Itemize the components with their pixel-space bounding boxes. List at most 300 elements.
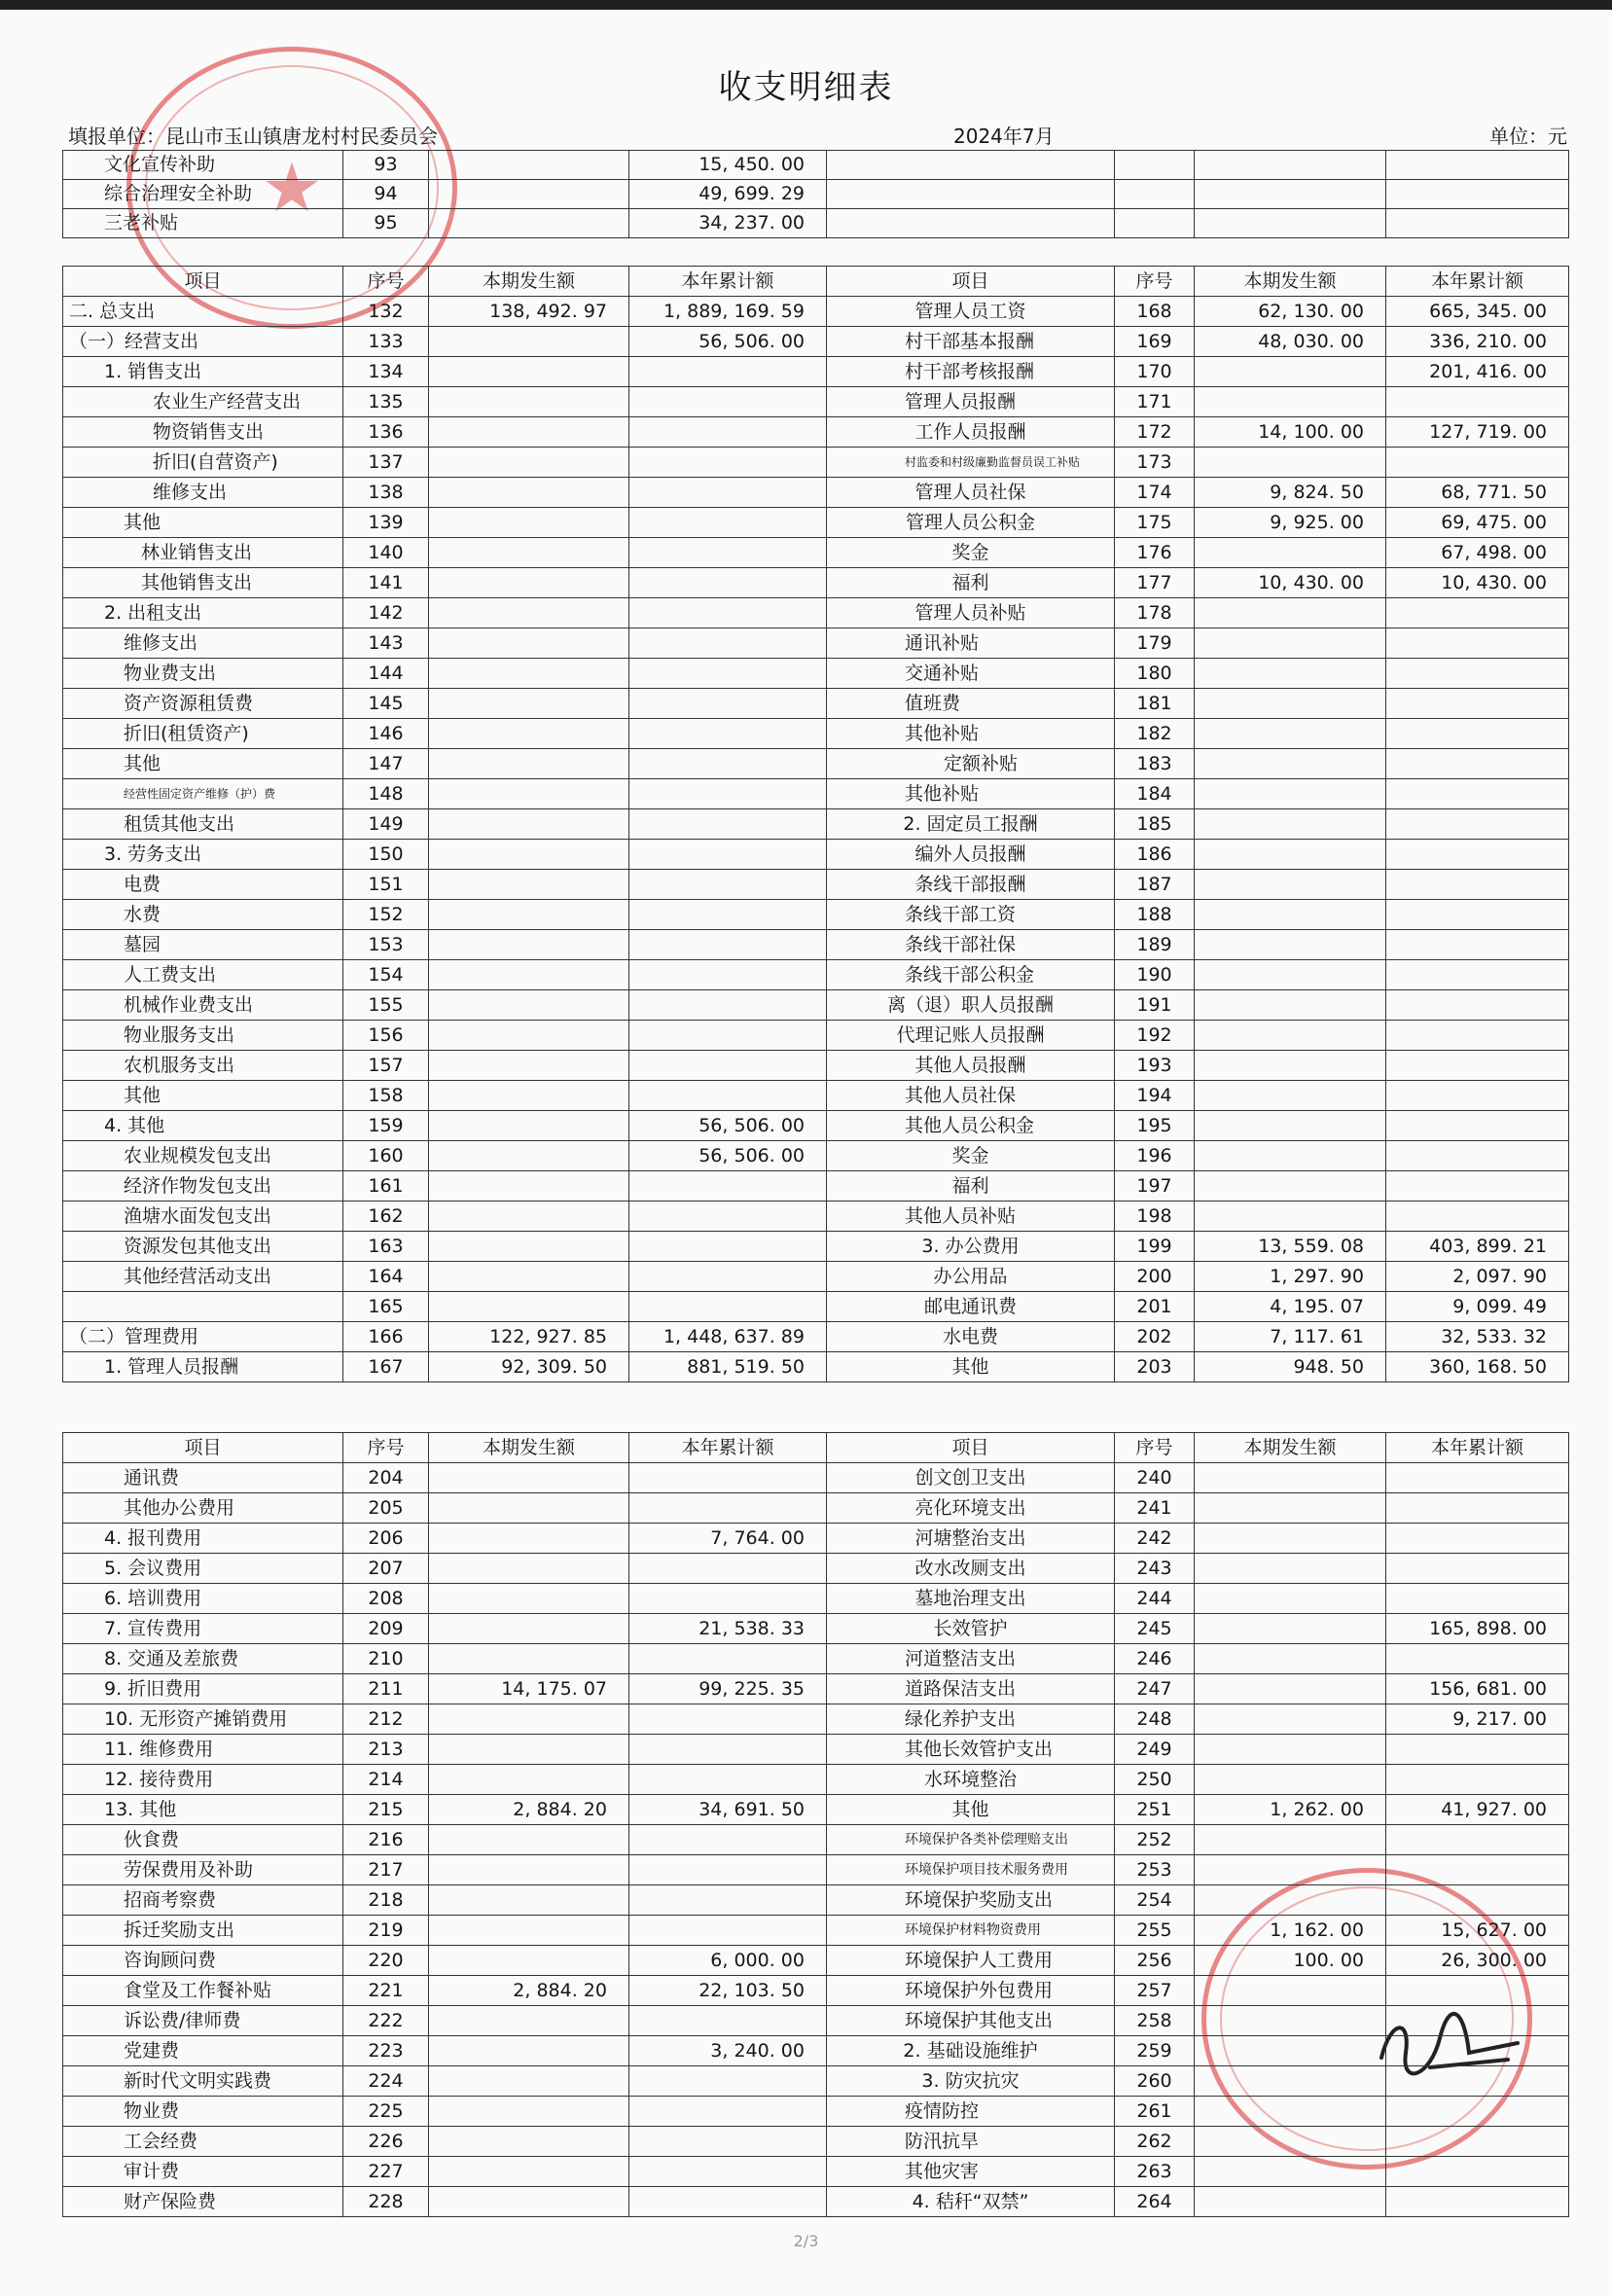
table-row (63, 538, 1569, 568)
year-to-date-amount (1386, 2006, 1569, 2036)
serial-number: 137 (343, 448, 429, 478)
table-row (63, 1524, 1569, 1554)
current-amount (429, 990, 629, 1021)
current-amount: 4, 195. 07 (1195, 1292, 1386, 1322)
serial-number: 170 (1115, 357, 1195, 387)
current-amount (429, 1916, 629, 1946)
item-label: 2. 固定员工报酬 (827, 809, 1115, 840)
current-amount: 1, 262. 00 (1195, 1795, 1386, 1825)
current-amount (429, 598, 629, 628)
serial-number: 212 (343, 1704, 429, 1735)
current-amount (429, 1292, 629, 1322)
column-header: 本年累计额 (629, 267, 827, 297)
year-to-date-amount (1386, 2097, 1569, 2127)
table-row (63, 448, 1569, 478)
year-to-date-amount (1386, 1021, 1569, 1051)
item-label: 劳保费用及补助 (63, 1855, 343, 1885)
serial-number: 167 (343, 1352, 429, 1382)
current-amount (1195, 1202, 1386, 1232)
serial-number: 185 (1115, 809, 1195, 840)
item-label: 环境保护材料物资费用 (827, 1916, 1115, 1946)
current-amount (1195, 1051, 1386, 1081)
year-to-date-amount: 127, 719. 00 (1386, 417, 1569, 448)
serial-number: 249 (1115, 1735, 1195, 1765)
item-label: 防汛抗旱 (827, 2127, 1115, 2157)
year-to-date-amount: 32, 533. 32 (1386, 1322, 1569, 1352)
serial-number: 136 (343, 417, 429, 448)
item-label: 奖金 (827, 538, 1115, 568)
current-amount: 14, 175. 07 (429, 1674, 629, 1704)
table-row (63, 1855, 1569, 1885)
year-to-date-amount (1386, 1765, 1569, 1795)
current-amount (1195, 1463, 1386, 1493)
serial-number: 256 (1115, 1946, 1195, 1976)
year-to-date-amount: 34, 691. 50 (629, 1795, 827, 1825)
table-row (63, 1021, 1569, 1051)
year-to-date-amount (629, 779, 827, 809)
item-label: 奖金 (827, 1141, 1115, 1171)
year-to-date-amount (629, 1885, 827, 1916)
current-amount (1195, 357, 1386, 387)
table-row (63, 870, 1569, 900)
year-to-date-amount (629, 689, 827, 719)
item-label: 通讯费 (63, 1463, 343, 1493)
serial-number: 205 (343, 1493, 429, 1524)
current-amount: 13, 559. 08 (1195, 1232, 1386, 1262)
year-to-date-amount: 34, 237. 00 (629, 209, 827, 238)
serial-number: 251 (1115, 1795, 1195, 1825)
table-row (63, 809, 1569, 840)
serial-number: 188 (1115, 900, 1195, 930)
item-label: 10. 无形资产摊销费用 (63, 1704, 343, 1735)
year-to-date-amount (629, 478, 827, 508)
table-row (63, 1352, 1569, 1382)
year-to-date-amount: 156, 681. 00 (1386, 1674, 1569, 1704)
current-amount (1195, 719, 1386, 749)
table-row (63, 1704, 1569, 1735)
table-row (63, 689, 1569, 719)
serial-number: 193 (1115, 1051, 1195, 1081)
serial-number: 194 (1115, 1081, 1195, 1111)
table-row (63, 960, 1569, 990)
year-to-date-amount (1386, 598, 1569, 628)
item-label: 3. 劳务支出 (63, 840, 343, 870)
serial-number: 207 (343, 1554, 429, 1584)
serial-number: 223 (343, 2036, 429, 2066)
item-label: 2. 出租支出 (63, 598, 343, 628)
serial-number: 147 (343, 749, 429, 779)
year-to-date-amount (1386, 870, 1569, 900)
current-amount (429, 387, 629, 417)
serial-number (1115, 209, 1195, 238)
table-row (63, 2066, 1569, 2097)
serial-number: 132 (343, 297, 429, 327)
item-label: 维修支出 (63, 628, 343, 659)
current-amount (429, 2036, 629, 2066)
year-to-date-amount (629, 1554, 827, 1584)
item-label: 党建费 (63, 2036, 343, 2066)
year-to-date-amount (1386, 1825, 1569, 1855)
year-to-date-amount: 881, 519. 50 (629, 1352, 827, 1382)
year-to-date-amount (629, 357, 827, 387)
column-header: 项目 (827, 267, 1115, 297)
item-label: 其他 (63, 508, 343, 538)
serial-number: 152 (343, 900, 429, 930)
current-amount (429, 357, 629, 387)
current-amount: 92, 309. 50 (429, 1352, 629, 1382)
item-label: 村干部基本报酬 (827, 327, 1115, 357)
income-carryover-table (62, 150, 1569, 238)
year-to-date-amount: 1, 889, 169. 59 (629, 297, 827, 327)
current-amount (1195, 1081, 1386, 1111)
column-header: 本年累计额 (629, 1433, 827, 1463)
year-to-date-amount (1386, 151, 1569, 180)
serial-number: 163 (343, 1232, 429, 1262)
year-to-date-amount (1386, 1493, 1569, 1524)
column-header: 本年累计额 (1386, 1433, 1569, 1463)
table-row (63, 1463, 1569, 1493)
year-to-date-amount (1386, 209, 1569, 238)
serial-number: 154 (343, 960, 429, 990)
serial-number: 260 (1115, 2066, 1195, 2097)
serial-number: 217 (343, 1855, 429, 1885)
year-to-date-amount: 7, 764. 00 (629, 1524, 827, 1554)
year-to-date-amount (629, 1916, 827, 1946)
serial-number: 247 (1115, 1674, 1195, 1704)
current-amount (429, 448, 629, 478)
year-to-date-amount (1386, 1735, 1569, 1765)
item-label: 工会经费 (63, 2127, 343, 2157)
column-header: 序号 (1115, 1433, 1195, 1463)
year-to-date-amount (629, 1493, 827, 1524)
year-to-date-amount (1386, 930, 1569, 960)
year-to-date-amount: 6, 000. 00 (629, 1946, 827, 1976)
item-label: 管理人员工资 (827, 297, 1115, 327)
item-label: 物业服务支出 (63, 1021, 343, 1051)
year-to-date-amount (629, 1644, 827, 1674)
serial-number: 208 (343, 1584, 429, 1614)
current-amount (429, 960, 629, 990)
serial-number: 166 (343, 1322, 429, 1352)
serial-number: 211 (343, 1674, 429, 1704)
year-to-date-amount (1386, 1584, 1569, 1614)
table-row (63, 1795, 1569, 1825)
column-header: 序号 (343, 267, 429, 297)
item-label: 物业费支出 (63, 659, 343, 689)
year-to-date-amount: 21, 538. 33 (629, 1614, 827, 1644)
item-label: 村干部考核报酬 (827, 357, 1115, 387)
item-label: 管理人员公积金 (827, 508, 1115, 538)
current-amount (429, 659, 629, 689)
item-label: 物业费 (63, 2097, 343, 2127)
table-header-row (63, 267, 1569, 297)
year-to-date-amount (1386, 779, 1569, 809)
serial-number: 203 (1115, 1352, 1195, 1382)
serial-number: 216 (343, 1825, 429, 1855)
year-to-date-amount (1386, 900, 1569, 930)
year-to-date-amount (629, 1081, 827, 1111)
item-label: 其他经营活动支出 (63, 1262, 343, 1292)
year-to-date-amount (629, 809, 827, 840)
current-amount (429, 151, 629, 180)
current-amount: 9, 824. 50 (1195, 478, 1386, 508)
current-amount (1195, 1674, 1386, 1704)
serial-number: 242 (1115, 1524, 1195, 1554)
current-amount (1195, 2066, 1386, 2097)
item-label: 11. 维修费用 (63, 1735, 343, 1765)
current-amount (1195, 1614, 1386, 1644)
serial-number: 183 (1115, 749, 1195, 779)
item-label: 咨询顾问费 (63, 1946, 343, 1976)
year-to-date-amount (1386, 1976, 1569, 2006)
current-amount (1195, 2097, 1386, 2127)
current-amount (429, 1262, 629, 1292)
year-to-date-amount: 69, 475. 00 (1386, 508, 1569, 538)
current-amount (1195, 840, 1386, 870)
item-label: 绿化养护支出 (827, 1704, 1115, 1735)
serial-number: 215 (343, 1795, 429, 1825)
year-to-date-amount (1386, 448, 1569, 478)
serial-number: 225 (343, 2097, 429, 2127)
item-label: 资源发包其他支出 (63, 1232, 343, 1262)
serial-number: 145 (343, 689, 429, 719)
current-amount (429, 1825, 629, 1855)
year-to-date-amount: 49, 699. 29 (629, 180, 827, 209)
year-to-date-amount (629, 900, 827, 930)
year-to-date-amount: 56, 506. 00 (629, 1141, 827, 1171)
item-label: 创文创卫支出 (827, 1463, 1115, 1493)
serial-number: 264 (1115, 2187, 1195, 2217)
table-row (63, 1554, 1569, 1584)
current-amount (1195, 598, 1386, 628)
serial-number: 187 (1115, 870, 1195, 900)
serial-number: 219 (343, 1916, 429, 1946)
serial-number: 227 (343, 2157, 429, 2187)
year-to-date-amount (1386, 2187, 1569, 2217)
year-to-date-amount (1386, 1111, 1569, 1141)
current-amount: 7, 117. 61 (1195, 1322, 1386, 1352)
item-label: 通讯补贴 (827, 628, 1115, 659)
serial-number: 202 (1115, 1322, 1195, 1352)
serial-number (1115, 151, 1195, 180)
item-label: 维修支出 (63, 478, 343, 508)
serial-number: 245 (1115, 1614, 1195, 1644)
serial-number: 196 (1115, 1141, 1195, 1171)
serial-number: 94 (343, 180, 429, 209)
currency-unit: 单位：元 (1489, 125, 1567, 148)
current-amount (429, 900, 629, 930)
current-amount (1195, 1493, 1386, 1524)
item-label: 管理人员报酬 (827, 387, 1115, 417)
serial-number: 95 (343, 209, 429, 238)
current-amount: 2, 884. 20 (429, 1795, 629, 1825)
year-to-date-amount: 165, 898. 00 (1386, 1614, 1569, 1644)
item-label: 福利 (827, 1171, 1115, 1202)
year-to-date-amount (629, 1765, 827, 1795)
year-to-date-amount (629, 2187, 827, 2217)
serial-number: 148 (343, 779, 429, 809)
current-amount (1195, 659, 1386, 689)
year-to-date-amount: 2, 097. 90 (1386, 1262, 1569, 1292)
table-row (63, 628, 1569, 659)
item-label: 渔塘水面发包支出 (63, 1202, 343, 1232)
current-amount (1195, 180, 1386, 209)
table-row (63, 930, 1569, 960)
current-amount (429, 1735, 629, 1765)
table-row (63, 2187, 1569, 2217)
year-to-date-amount: 99, 225. 35 (629, 1674, 827, 1704)
item-label: 伙食费 (63, 1825, 343, 1855)
current-amount (1195, 1524, 1386, 1554)
item-label: 审计费 (63, 2157, 343, 2187)
report-period: 2024年7月 (953, 125, 1055, 148)
table-row (63, 749, 1569, 779)
item-label: （二）管理费用 (63, 1322, 343, 1352)
serial-number: 177 (1115, 568, 1195, 598)
table-row (63, 2097, 1569, 2127)
item-label: 9. 折旧费用 (63, 1674, 343, 1704)
page-number: 2/3 (793, 2232, 819, 2250)
year-to-date-amount (1386, 387, 1569, 417)
item-label: 墓园 (63, 930, 343, 960)
table-row (63, 1141, 1569, 1171)
item-label: 亮化环境支出 (827, 1493, 1115, 1524)
item-label: 4. 其他 (63, 1111, 343, 1141)
serial-number: 150 (343, 840, 429, 870)
year-to-date-amount (1386, 990, 1569, 1021)
serial-number: 178 (1115, 598, 1195, 628)
table-row (63, 209, 1569, 238)
year-to-date-amount (1386, 1855, 1569, 1885)
item-label: 电费 (63, 870, 343, 900)
serial-number: 241 (1115, 1493, 1195, 1524)
current-amount (1195, 387, 1386, 417)
current-amount: 1, 162. 00 (1195, 1916, 1386, 1946)
column-header: 本期发生额 (429, 267, 629, 297)
serial-number: 155 (343, 990, 429, 1021)
year-to-date-amount (1386, 1554, 1569, 1584)
year-to-date-amount: 3, 240. 00 (629, 2036, 827, 2066)
serial-number: 144 (343, 659, 429, 689)
current-amount (1195, 1704, 1386, 1735)
serial-number: 255 (1115, 1916, 1195, 1946)
year-to-date-amount (629, 719, 827, 749)
table-row (63, 1946, 1569, 1976)
item-label: 机械作业费支出 (63, 990, 343, 1021)
serial-number: 186 (1115, 840, 1195, 870)
item-label: 1. 销售支出 (63, 357, 343, 387)
year-to-date-amount (1386, 180, 1569, 209)
current-amount (429, 1885, 629, 1916)
item-label: 7. 宣传费用 (63, 1614, 343, 1644)
item-label: 6. 培训费用 (63, 1584, 343, 1614)
year-to-date-amount (1386, 628, 1569, 659)
current-amount (429, 1524, 629, 1554)
table-row (63, 2006, 1569, 2036)
year-to-date-amount: 403, 899. 21 (1386, 1232, 1569, 1262)
item-label: 招商考察费 (63, 1885, 343, 1916)
table-row (63, 659, 1569, 689)
item-label: 拆迁奖励支出 (63, 1916, 343, 1946)
item-label: 5. 会议费用 (63, 1554, 343, 1584)
table-row (63, 387, 1569, 417)
year-to-date-amount (629, 568, 827, 598)
item-label: 林业销售支出 (63, 538, 343, 568)
year-to-date-amount (629, 1704, 827, 1735)
table-row (63, 1232, 1569, 1262)
item-label: 编外人员报酬 (827, 840, 1115, 870)
year-to-date-amount (1386, 2066, 1569, 2097)
serial-number: 226 (343, 2127, 429, 2157)
column-header: 项目 (63, 1433, 343, 1463)
current-amount (1195, 2006, 1386, 2036)
item-label: 河道整洁支出 (827, 1644, 1115, 1674)
item-label: 资产资源租赁费 (63, 689, 343, 719)
year-to-date-amount (629, 1171, 827, 1202)
current-amount (1195, 1825, 1386, 1855)
item-label: 河塘整治支出 (827, 1524, 1115, 1554)
current-amount (1195, 1735, 1386, 1765)
column-header: 本期发生额 (1195, 1433, 1386, 1463)
current-amount (429, 1855, 629, 1885)
year-to-date-amount (629, 840, 827, 870)
year-to-date-amount: 201, 416. 00 (1386, 357, 1569, 387)
item-label: 其他人员补贴 (827, 1202, 1115, 1232)
serial-number: 228 (343, 2187, 429, 2217)
year-to-date-amount (629, 1463, 827, 1493)
year-to-date-amount (1386, 1463, 1569, 1493)
item-label: 农业生产经营支出 (63, 387, 343, 417)
serial-number: 262 (1115, 2127, 1195, 2157)
year-to-date-amount: 15, 450. 00 (629, 151, 827, 180)
current-amount (1195, 2187, 1386, 2217)
item-label: 环境保护各类补偿理赔支出 (827, 1825, 1115, 1855)
year-to-date-amount (629, 1202, 827, 1232)
table-row (63, 297, 1569, 327)
year-to-date-amount (1386, 749, 1569, 779)
serial-number: 156 (343, 1021, 429, 1051)
year-to-date-amount: 665, 345. 00 (1386, 297, 1569, 327)
table-row (63, 1735, 1569, 1765)
serial-number: 174 (1115, 478, 1195, 508)
column-header: 本期发生额 (429, 1433, 629, 1463)
serial-number: 200 (1115, 1262, 1195, 1292)
serial-number: 258 (1115, 2006, 1195, 2036)
item-label: 环境保护奖励支出 (827, 1885, 1115, 1916)
current-amount (1195, 930, 1386, 960)
year-to-date-amount (1386, 2157, 1569, 2187)
year-to-date-amount (1386, 719, 1569, 749)
item-label: 办公用品 (827, 1262, 1115, 1292)
current-amount (1195, 1855, 1386, 1885)
current-amount (429, 417, 629, 448)
item-label: 墓地治理支出 (827, 1584, 1115, 1614)
serial-number: 169 (1115, 327, 1195, 357)
item-label: 离（退）职人员报酬 (827, 990, 1115, 1021)
management-expense-table (62, 1432, 1569, 2217)
year-to-date-amount: 26, 300. 00 (1386, 1946, 1569, 1976)
current-amount (1195, 870, 1386, 900)
current-amount (1195, 1111, 1386, 1141)
serial-number: 218 (343, 1885, 429, 1916)
serial-number: 181 (1115, 689, 1195, 719)
current-amount (429, 2097, 629, 2127)
item-label: 福利 (827, 568, 1115, 598)
year-to-date-amount (1386, 1141, 1569, 1171)
current-amount: 948. 50 (1195, 1352, 1386, 1382)
table-row (63, 327, 1569, 357)
table-row (63, 840, 1569, 870)
